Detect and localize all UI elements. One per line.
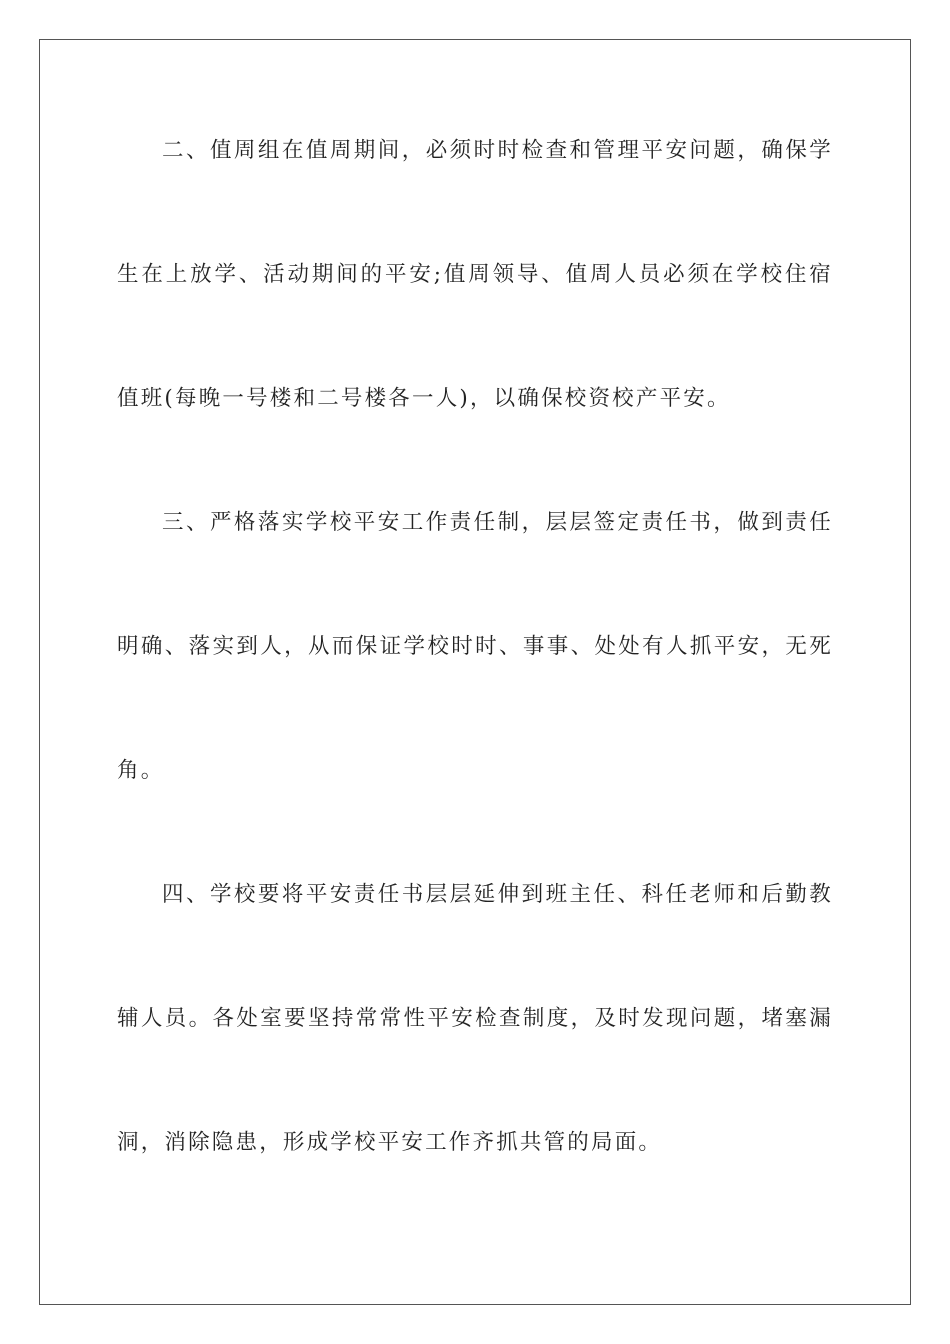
paragraph-2-line-1: 二、值周组在值周期间，必须时时检查和管理平安问题，确保学 <box>162 138 833 163</box>
paragraph-2-line-2: 生在上放学、活动期间的平安;值周领导、值周人员必须在学校住宿 <box>117 262 833 287</box>
paragraph-3-line-1: 三、严格落实学校平安工作责任制，层层签定责任书，做到责任 <box>162 510 833 535</box>
paragraph-4-line-1: 四、学校要将平安责任书层层延伸到班主任、科任老师和后勤教 <box>162 882 833 907</box>
page-border <box>39 39 911 1305</box>
paragraph-3-line-3: 角。 <box>117 758 165 783</box>
paragraph-3-line-2: 明确、落实到人，从而保证学校时时、事事、处处有人抓平安，无死 <box>117 634 833 659</box>
paragraph-2-line-3: 值班(每晚一号楼和二号楼各一人)，以确保校资校产平安。 <box>117 386 731 411</box>
paragraph-4-line-3: 洞，消除隐患，形成学校平安工作齐抓共管的局面。 <box>117 1130 663 1155</box>
paragraph-4-line-2: 辅人员。各处室要坚持常常性平安检查制度，及时发现问题，堵塞漏 <box>117 1006 833 1031</box>
